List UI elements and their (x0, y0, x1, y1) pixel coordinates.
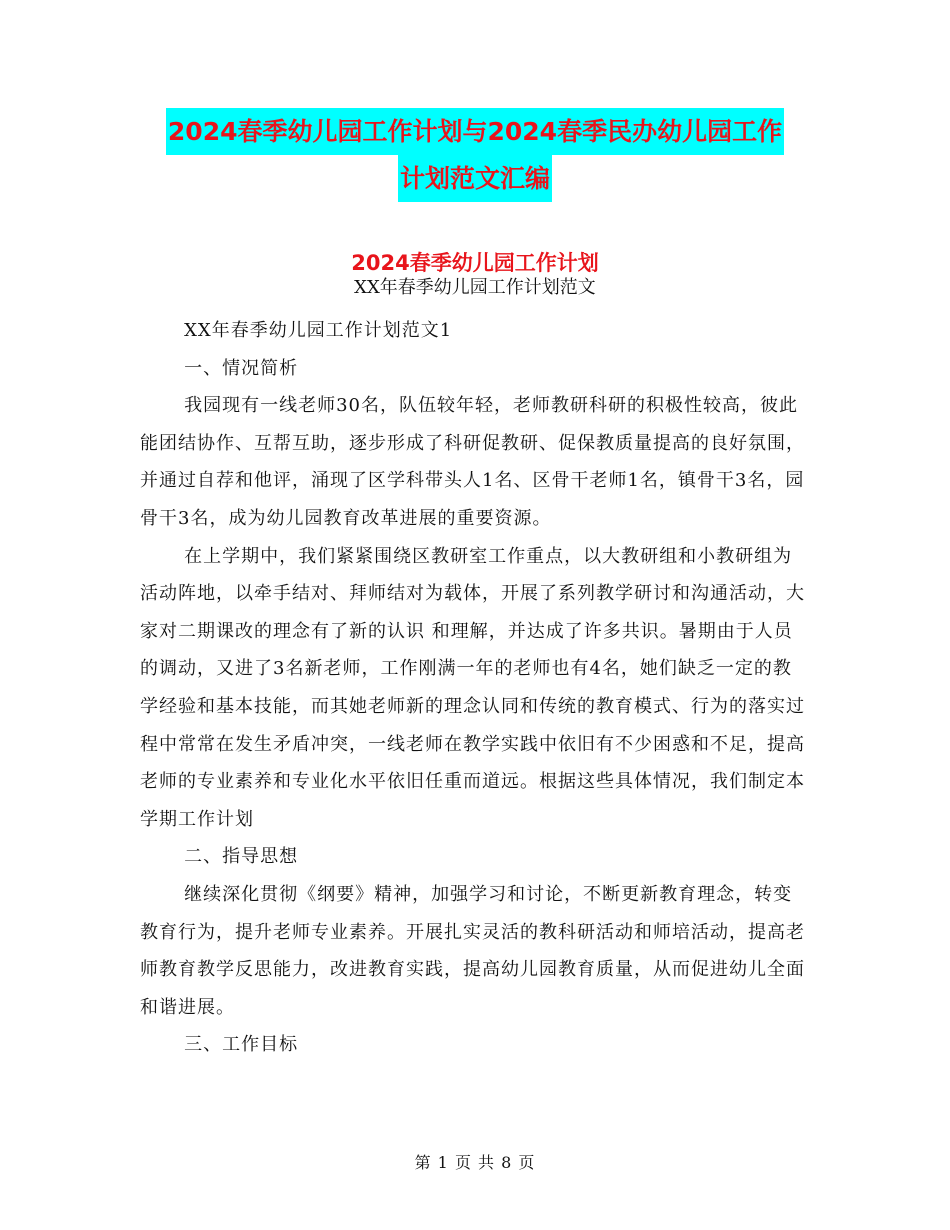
document-body (140, 312, 810, 1064)
paragraph: 在上学期中，我们紧紧围绕区教研室工作重点，以大教研组和小教研组为活动阵地，以牵手结对、拜师结对为载体，开展了系列教学研讨和沟通活动，大家对二期课改的理念有了新的认识 和理解，并达成了许多共识。暑期由于人员的调动，又进了3名新老师，工作刚满一年的老师也有4名，她们缺乏一定的教学经验和基本技能，而其她老师新的理念认同和传统的教育模式、行为的落实过程中常常在发生矛盾冲突，一线老师在教学实践中依旧有不少困惑和不足，提高老师的专业素养和专业化水平依旧任重而道远。根据这些具体情况，我们制定本学期工作计划 (140, 545, 805, 830)
section-heading: 二、指导思想 (184, 846, 299, 868)
section-heading: 三、工作目标 (184, 1034, 299, 1056)
paragraph-heading: XX年春季幼儿园工作计划范文1 (184, 320, 453, 341)
section-title: 2024春季幼儿园工作计划 (351, 251, 599, 275)
paragraph: 继续深化贯彻《纲要》精神，加强学习和讨论，不断更新教育理念，转变教育行为，提升老师专业素养。开展扎实灵活的教科研活动和师培活动，提高老师教育教学反思能力，改进教育实践，提高幼儿园教育质量，从而促进幼儿全面和谐进展。 (140, 883, 805, 1018)
article-title: XX年春季幼儿园工作计划范文 (354, 277, 596, 298)
document-title (0, 108, 950, 202)
title-line-2: 计划范文汇编 (398, 155, 552, 202)
page-footer: 第 1 页 共 8 页 (414, 1153, 536, 1172)
section-heading: 一、情况简析 (184, 357, 299, 379)
title-line-1: 2024春季幼儿园工作计划与2024春季民办幼儿园工作 (166, 108, 784, 155)
paragraph: 我园现有一线老师30名，队伍较年轻，老师教研科研的积极性较高，彼此能团结协作、互帮互助，逐步形成了科研促教研、促保教质量提高的良好氛围，并通过自荐和他评，涌现了区学科带头人1名、区骨干老师1名，镇骨干3名，园骨干3名，成为幼儿园教育改革进展的重要资源。 (140, 395, 805, 529)
